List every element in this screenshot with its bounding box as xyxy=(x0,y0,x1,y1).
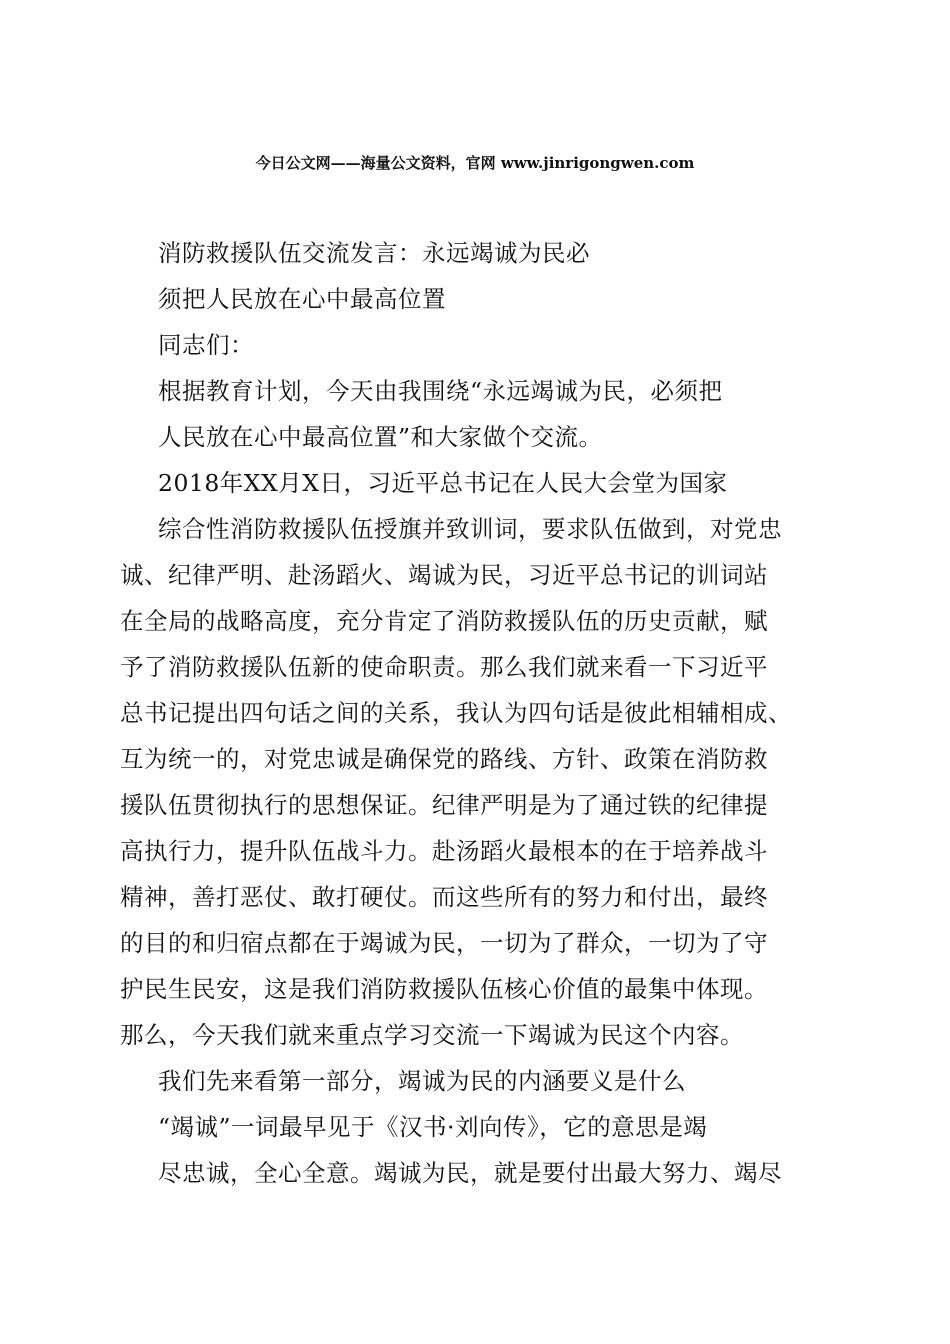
paragraph-line: 综合性消防救援队伍授旗并致训词，要求队伍做到，对党忠 xyxy=(158,515,782,543)
paragraph-line: 援队伍贯彻执行的思想保证。纪律严明是为了通过铁的纪律提 xyxy=(120,791,768,819)
paragraph-line: 予了消防救援队伍新的使命职责。那么我们就来看一下习近平 xyxy=(120,653,768,681)
title-line-1: 消防救援队伍交流发言：永远竭诚为民必 xyxy=(158,239,590,267)
paragraph-line: 互为统一的，对党忠诚是确保党的路线、方针、政策在消防救 xyxy=(120,745,768,773)
paragraph-line: 护民生民安，这是我们消防救援队伍核心价值的最集中体现。 xyxy=(120,975,768,1003)
salutation: 同志们： xyxy=(158,331,254,359)
section-heading: 我们先来看第一部分，竭诚为民的内涵要义是什么 xyxy=(158,1067,686,1095)
paragraph-line: 那么，今天我们就来重点学习交流一下竭诚为民这个内容。 xyxy=(120,1021,744,1049)
paragraph-line: 在全局的战略高度，充分肯定了消防救援队伍的历史贡献，赋 xyxy=(120,607,768,635)
paragraph-line: 人民放在心中最高位置”和大家做个交流。 xyxy=(158,423,603,451)
paragraph-line: 尽忠诚，全心全意。竭诚为民，就是要付出最大努力、竭尽 xyxy=(158,1159,782,1187)
paragraph-line: 2018年XX月X日，习近平总书记在人民大会堂为国家 xyxy=(158,469,728,497)
paragraph-line: 的目的和归宿点都在于竭诚为民，一切为了群众，一切为了守 xyxy=(120,929,768,957)
paragraph-line: 根据教育计划，今天由我围绕“永远竭诚为民，必须把 xyxy=(158,377,723,405)
title-line-2: 须把人民放在心中最高位置 xyxy=(158,285,446,313)
page-header: 今日公文网——海量公文资料，官网 www.jinrigongwen.com xyxy=(255,154,695,172)
paragraph-line: 高执行力，提升队伍战斗力。赴汤蹈火最根本的在于培养战斗 xyxy=(120,837,768,865)
paragraph-line: “竭诚”一词最早见于《汉书·刘向传》，它的意思是竭 xyxy=(158,1113,708,1141)
paragraph-line: 诚、纪律严明、赴汤蹈火、竭诚为民，习近平总书记的训词站 xyxy=(120,561,768,589)
paragraph-line: 总书记提出四句话之间的关系，我认为四句话是彼此相辅相成、 xyxy=(120,699,792,727)
paragraph-line: 精神，善打恶仗、敢打硬仗。而这些所有的努力和付出，最终 xyxy=(120,883,768,911)
